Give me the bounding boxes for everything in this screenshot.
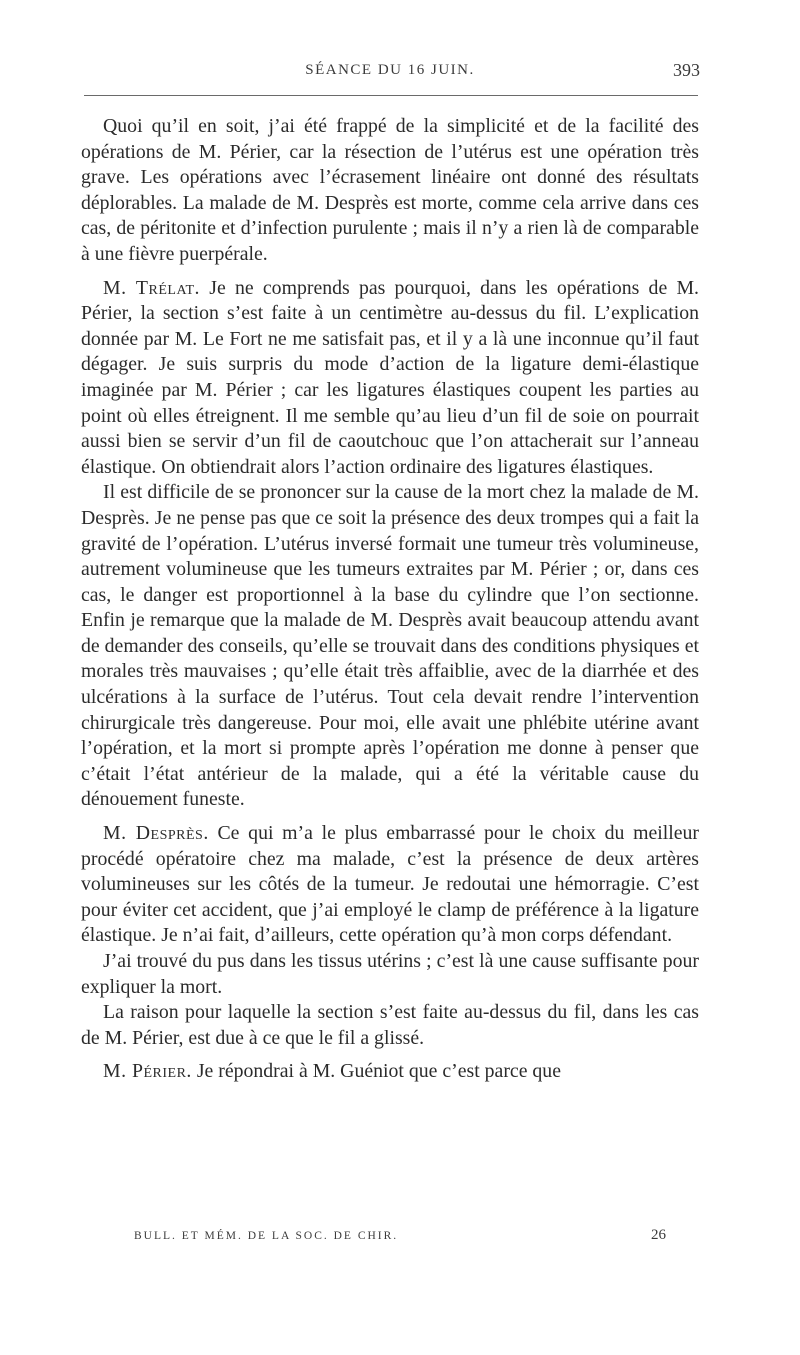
paragraph-text: La raison pour laquelle la section s’est faite au-dessus du fil, dans les cas de M. Périer, est due à ce que le fil a glissé. bbox=[81, 1001, 699, 1049]
running-head: SÉANCE DU 16 JUIN. bbox=[305, 62, 475, 78]
paragraph-3 bbox=[81, 480, 699, 813]
paragraph-text: Quoi qu’il en soit, j’ai été frappé de la simplicité et de la facilité des opérations de M. Périer, car la résection de l’utérus est une opération très grave. Les opérations avec l’écrasement linéaire ont donné des résultats déplorables. La malade de M. Desprès est morte, comme cela arrive dans ces cas, de péritonite et d’infection purulente ; mais il n’y a rien là de comparable à une fièvre puerpérale. bbox=[81, 115, 699, 265]
paragraph-text: Je ne comprends pas pourquoi, dans les opérations de M. Périer, la section s’est faite à un centimètre au-dessus du fil. L’explication donnée par M. Le Fort ne me satisfait pas, et il y a là une inconnue qu’il faut dégager. Je suis surpris du mode d’action de la ligature demi-élastique imaginée par M. Périer ; car les ligatures élastiques coupent les parties au point où elles étreignent. Il me semble qu’au lieu d’un fil de soie on pourrait aussi bien se servir d’un fil de caoutchouc que l’on attacherait sur l’anneau élastique. On obtiendrait alors l’action ordinaire des ligatures élastiques. bbox=[81, 276, 700, 478]
header-rule bbox=[84, 95, 698, 96]
paragraph-4 bbox=[81, 821, 699, 949]
paragraph-text: Il est difficile de se prononcer sur la cause de la mort chez la malade de M. Desprès. Je ne pense pas que ce soit la présence des deux trompes qui a fait la gravité de l’opération. L’utérus inversé formait une tumeur très volumineuse, autrement volumineuse que les tumeurs extraites par M. Périer ; or, dans ces cas, le danger est proportionnel à la base du cylindre que l’on sectionne. Enfin je remarque que la malade de M. Desprès avait beaucoup attendu avant de demander des conseils, qu’elle se trouvait dans des conditions physiques et morales très mauvaises ; qu’elle était très affaiblie, avec de la diarrhée et des ulcérations à la surface de l’utérus. Tout cela devait rendre l’intervention chirurgicale très dangereuse. Pour moi, elle avait une phlébite utérine avant l’opération, et la mort si prompte après l’opération me donne à penser que c’était l’état antérieur de la malade, qui a été la véritable cause du dénouement funeste. bbox=[81, 481, 699, 811]
paragraph-6 bbox=[81, 1000, 699, 1051]
body-text bbox=[81, 114, 699, 1085]
page-header bbox=[80, 60, 700, 84]
footer-signature: BULL. ET MÉM. DE LA SOC. DE CHIR. bbox=[134, 1230, 399, 1242]
speaker-name: M. Périer. bbox=[103, 1060, 192, 1083]
paragraph-text: Je répondrai à M. Guéniot que c’est parce que bbox=[191, 1060, 561, 1083]
paragraph-7 bbox=[81, 1059, 699, 1085]
page-footer bbox=[134, 1227, 666, 1247]
signature-mark: 26 bbox=[651, 1227, 666, 1243]
paragraph-text: Ce qui m’a le plus embarrassé pour le choix du meilleur procédé opératoire chez ma malade, c’est la présence de deux artères volumineuses sur les côtés de la tumeur. Je redoutai une hémorragie. C’est pour éviter cet accident, que j’ai employé le clamp de préférence à la ligature élastique. Je n’ai fait, d’ailleurs, cette opération qu’à mon corps défendant. bbox=[81, 822, 699, 947]
paragraph-text: J’ai trouvé du pus dans les tissus utérins ; c’est là une cause suffisante pour expliquer la mort. bbox=[81, 950, 699, 998]
speaker-name: M. Desprès. bbox=[103, 822, 209, 845]
paragraph-2 bbox=[81, 276, 699, 481]
speaker-name: M. Trélat. bbox=[103, 276, 201, 299]
paragraph-5 bbox=[81, 949, 699, 1000]
paragraph-1 bbox=[81, 114, 699, 268]
page-number: 393 bbox=[673, 60, 700, 80]
